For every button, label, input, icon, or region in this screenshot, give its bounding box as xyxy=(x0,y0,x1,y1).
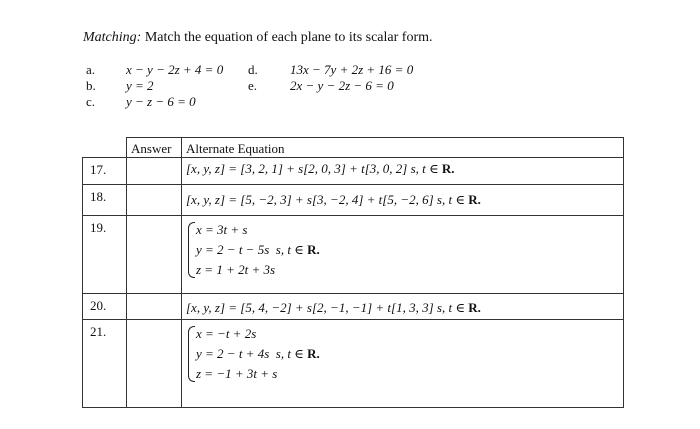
header-blank-cell xyxy=(83,138,127,158)
answer-cell[interactable] xyxy=(127,185,182,216)
answer-header: Answer xyxy=(127,138,182,158)
real-set-symbol: R. xyxy=(307,346,320,361)
option-letter-d: d. xyxy=(248,62,258,77)
table-row xyxy=(83,216,624,294)
param-domain: s, t ∈ xyxy=(275,346,308,361)
question-number: 19. xyxy=(83,216,127,294)
instructions-heading xyxy=(83,30,433,46)
matching-table xyxy=(82,137,624,408)
question-number: 21. xyxy=(83,320,127,408)
alternate-equation xyxy=(182,216,624,294)
option-eq-c: y − z − 6 = 0 xyxy=(126,94,196,109)
table-row xyxy=(83,320,624,408)
option-eq-b: y = 2 xyxy=(126,78,154,93)
heading-prefix: Matching: xyxy=(83,30,142,45)
param-line-x: x = 3t + s xyxy=(196,222,248,237)
param-line-y xyxy=(196,240,623,260)
alternate-equation xyxy=(182,158,624,185)
question-number: 17. xyxy=(83,158,127,185)
vector-equation: [x, y, z] = [5, −2, 3] + s[3, −2, 4] + t[5, −2, 6] s, t ∈ xyxy=(186,192,469,207)
param-line-y-eq: y = 2 − t − 5s xyxy=(196,242,270,257)
param-line-x: x = −t + 2s xyxy=(196,326,257,341)
alternate-equation xyxy=(182,320,624,408)
param-line-z: z = −1 + 3t + s xyxy=(196,366,278,381)
vector-equation: [x, y, z] = [3, 2, 1] + s[2, 0, 3] + t[3, 0, 2] s, t ∈ xyxy=(186,161,442,176)
answer-cell[interactable] xyxy=(127,320,182,408)
alternate-equation xyxy=(182,185,624,216)
option-letter-b: b. xyxy=(86,78,96,93)
param-line-z: z = 1 + 2t + 3s xyxy=(196,262,276,277)
question-number: 18. xyxy=(83,185,127,216)
vector-equation: [x, y, z] = [5, 4, −2] + s[2, −1, −1] + t[1, 3, 3] s, t ∈ xyxy=(186,300,469,315)
real-set-symbol: R. xyxy=(441,161,455,176)
param-domain: s, t ∈ xyxy=(275,242,308,257)
option-letter-e: e. xyxy=(248,78,258,93)
alternate-equation-header: Alternate Equation xyxy=(182,138,624,158)
answer-cell[interactable] xyxy=(127,294,182,320)
answer-cell[interactable] xyxy=(127,158,182,185)
heading-text: Match the equation of each plane to its scalar form. xyxy=(141,30,433,45)
table-header-row xyxy=(83,138,624,158)
param-line-y xyxy=(196,344,623,364)
option-letter-c: c. xyxy=(86,94,96,109)
table-row xyxy=(83,294,624,320)
alternate-equation xyxy=(182,294,624,320)
option-eq-d: 13x − 7y + 2z + 16 = 0 xyxy=(290,62,414,77)
table-row xyxy=(83,158,624,185)
table-row xyxy=(83,185,624,216)
real-set-symbol: R. xyxy=(468,192,481,207)
real-set-symbol: R. xyxy=(307,242,320,257)
left-brace xyxy=(188,326,195,382)
answer-cell[interactable] xyxy=(127,216,182,294)
option-letter-a: a. xyxy=(86,62,96,77)
param-line-y-eq: y = 2 − t + 4s xyxy=(196,346,270,361)
question-number: 20. xyxy=(83,294,127,320)
parametric-system xyxy=(188,324,623,384)
real-set-symbol: R. xyxy=(468,300,481,315)
option-eq-e: 2x − y − 2z − 6 = 0 xyxy=(290,78,394,93)
parametric-system xyxy=(188,220,623,280)
left-brace xyxy=(188,222,195,278)
option-eq-a: x − y − 2z + 4 = 0 xyxy=(126,62,224,77)
